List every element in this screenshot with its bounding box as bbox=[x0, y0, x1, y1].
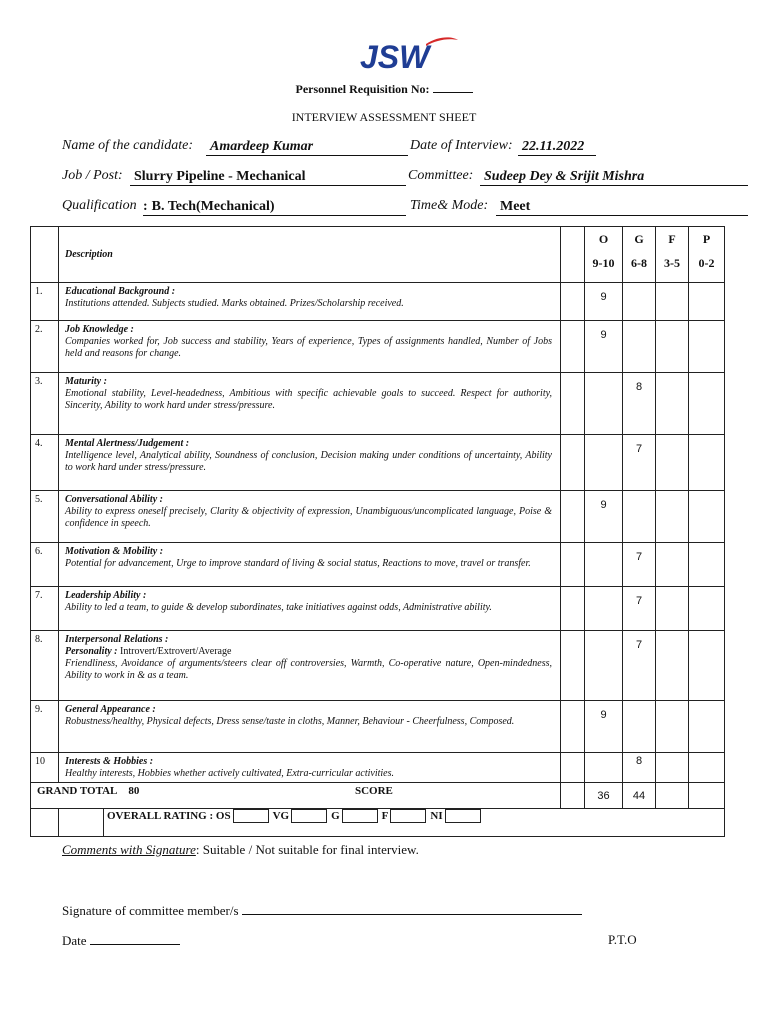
rating-option-f: F bbox=[381, 810, 389, 822]
row-score-f bbox=[656, 543, 689, 587]
rating-box-f[interactable] bbox=[390, 809, 426, 823]
rating-option-ni: NI bbox=[430, 810, 443, 822]
sheet-title: INTERVIEW ASSESSMENT SHEET bbox=[291, 110, 477, 124]
job-post-label: Job / Post: bbox=[62, 168, 123, 183]
row-title: Motivation & Mobility : bbox=[65, 546, 164, 557]
row-description-cell bbox=[59, 587, 561, 631]
job-post-value: Slurry Pipeline - Mechanical bbox=[130, 169, 406, 186]
time-mode-value: Meet bbox=[496, 199, 748, 216]
overall-sn-cell bbox=[31, 809, 59, 837]
score-label: SCORE bbox=[355, 785, 393, 797]
row-score-p bbox=[689, 631, 725, 701]
candidate-name-label: Name of the candidate: bbox=[62, 138, 194, 153]
row-title: Interpersonal Relations : bbox=[65, 634, 169, 645]
row-score-o: 9 bbox=[585, 321, 623, 373]
row-title: Mental Alertness/Judgement : bbox=[65, 438, 190, 449]
table-row bbox=[31, 321, 725, 373]
candidate-name-value: Amardeep Kumar bbox=[206, 139, 408, 156]
overall-rating bbox=[59, 809, 724, 823]
rating-box-g[interactable] bbox=[342, 809, 378, 823]
row-score-p bbox=[689, 283, 725, 321]
row-score-p bbox=[689, 435, 725, 491]
row-score-g: 7 bbox=[623, 543, 656, 587]
row-score-f bbox=[656, 491, 689, 543]
row-description: Ability to express oneself precisely, Clarity & objectivity of expression, Unambiguous/uncomplicated language, Poise & confidence in speech. bbox=[65, 506, 552, 529]
row-title: General Appearance : bbox=[65, 704, 156, 715]
row-description-cell bbox=[59, 283, 561, 321]
row-description-cell bbox=[59, 321, 561, 373]
table-header-row bbox=[31, 227, 725, 283]
row-title: Educational Background : bbox=[65, 286, 176, 297]
score-g: 44 bbox=[623, 783, 656, 809]
row-score-o bbox=[585, 753, 623, 783]
comments-label: Comments with Signature bbox=[62, 842, 196, 857]
row-blank-cell bbox=[561, 373, 585, 435]
row-score-f bbox=[656, 587, 689, 631]
committee-label: Committee: bbox=[408, 168, 474, 183]
time-mode-label: Time& Mode: bbox=[410, 198, 489, 213]
date-label: Date bbox=[62, 933, 87, 948]
overall-rating-cell bbox=[59, 809, 725, 837]
table-row bbox=[31, 543, 725, 587]
row-score-g bbox=[623, 491, 656, 543]
row-score-g bbox=[623, 701, 656, 753]
row-score-g bbox=[623, 283, 656, 321]
row-blank-cell bbox=[561, 491, 585, 543]
overall-rating-row bbox=[31, 809, 725, 837]
row-score-f bbox=[656, 283, 689, 321]
table-row bbox=[31, 373, 725, 435]
row-description: Friendliness, Avoidance of arguments/steers clear off controversies, Warmth, Co-operative nature, Open-mindedness, Ability to work in & as a team. bbox=[65, 658, 552, 681]
row-description-cell bbox=[59, 435, 561, 491]
row-blank-cell bbox=[561, 701, 585, 753]
requisition-line: Personnel Requisition No: bbox=[0, 82, 768, 97]
overall-rating-label: OVERALL RATING : bbox=[107, 810, 214, 822]
rating-box-os[interactable] bbox=[233, 809, 269, 823]
row-blank-cell bbox=[561, 631, 585, 701]
row-score-o bbox=[585, 587, 623, 631]
row-number: 2. bbox=[31, 321, 59, 373]
row-title: Leadership Ability : bbox=[65, 590, 147, 601]
row-title: Maturity : bbox=[65, 376, 107, 387]
logo-swoosh-icon bbox=[426, 37, 458, 46]
row-score-g: 8 bbox=[623, 753, 656, 783]
table-row bbox=[31, 587, 725, 631]
date-blank bbox=[90, 932, 180, 945]
row-score-g: 7 bbox=[623, 631, 656, 701]
rating-box-vg[interactable] bbox=[291, 809, 327, 823]
jsw-logo bbox=[356, 34, 460, 74]
row-score-f bbox=[656, 753, 689, 783]
qualification-label: Qualification bbox=[62, 198, 137, 213]
rating-option-g: G bbox=[331, 810, 340, 822]
row-description-cell bbox=[59, 373, 561, 435]
table-row bbox=[31, 753, 725, 783]
signature-line bbox=[62, 902, 582, 919]
row-title: Conversational Ability : bbox=[65, 494, 163, 505]
row-score-p bbox=[689, 321, 725, 373]
row-score-p bbox=[689, 753, 725, 783]
score-o: 36 bbox=[585, 783, 623, 809]
grand-total-cell: GRAND TOTAL 80 SCORE bbox=[31, 783, 561, 809]
row-description-cell bbox=[59, 631, 561, 701]
row-score-o: 9 bbox=[585, 491, 623, 543]
col-header-f: F 3-5 bbox=[656, 227, 689, 283]
row-score-p bbox=[689, 491, 725, 543]
row-blank-cell bbox=[561, 587, 585, 631]
svg-text:JSW: JSW bbox=[360, 39, 430, 74]
row-number: 10 bbox=[31, 753, 59, 783]
row-number: 4. bbox=[31, 435, 59, 491]
row-blank-cell bbox=[561, 321, 585, 373]
row-score-o bbox=[585, 373, 623, 435]
comments-text: : Suitable / Not suitable for final interview. bbox=[195, 842, 419, 857]
row-title: Job Knowledge : bbox=[65, 324, 134, 335]
row-blank-cell bbox=[561, 543, 585, 587]
row-score-o: 9 bbox=[585, 701, 623, 753]
row-description-cell bbox=[59, 753, 561, 783]
grand-total-row bbox=[31, 783, 725, 809]
row-subtitle: Personality : Introvert/Extrovert/Average bbox=[65, 646, 232, 657]
row-score-g bbox=[623, 321, 656, 373]
table-row bbox=[31, 491, 725, 543]
row-number: 3. bbox=[31, 373, 59, 435]
row-score-p bbox=[689, 373, 725, 435]
interview-date-label: Date of Interview: bbox=[410, 138, 513, 153]
row-description-cell bbox=[59, 701, 561, 753]
table-row bbox=[31, 701, 725, 753]
col-header-p: P 0-2 bbox=[689, 227, 725, 283]
row-score-p bbox=[689, 587, 725, 631]
row-score-p bbox=[689, 543, 725, 587]
row-number: 6. bbox=[31, 543, 59, 587]
comments-line bbox=[62, 842, 419, 858]
row-score-o bbox=[585, 631, 623, 701]
row-score-g: 7 bbox=[623, 435, 656, 491]
row-score-f bbox=[656, 373, 689, 435]
row-description: Robustness/healthy, Physical defects, Dress sense/taste in cloths, Manner, Behaviour - Cheerfulness, Composed. bbox=[65, 716, 515, 727]
row-blank-cell bbox=[561, 753, 585, 783]
row-score-g: 7 bbox=[623, 587, 656, 631]
row-score-o: 9 bbox=[585, 283, 623, 321]
row-description: Emotional stability, Level-headedness, Ambitious with specific achievable goals to succeed. Respect for authority, Sincerity, Ability to work hard under stress/pressure. bbox=[65, 388, 552, 411]
row-blank-cell bbox=[561, 283, 585, 321]
gt-blank-cell bbox=[561, 783, 585, 809]
row-score-f bbox=[656, 701, 689, 753]
pto-label: P.T.O bbox=[608, 932, 637, 947]
row-score-f bbox=[656, 435, 689, 491]
row-number: 9. bbox=[31, 701, 59, 753]
header-blank-cell bbox=[561, 227, 585, 283]
row-number: 8. bbox=[31, 631, 59, 701]
row-number: 5. bbox=[31, 491, 59, 543]
signature-label: Signature of committee member/s bbox=[62, 903, 239, 918]
row-score-f bbox=[656, 321, 689, 373]
row-score-p bbox=[689, 701, 725, 753]
row-description: Intelligence level, Analytical ability, Soundness of conclusion, Decision making under conditions of uncertainty, Ability to work hard under stress/pressure. bbox=[65, 450, 552, 473]
score-p bbox=[689, 783, 725, 809]
rating-option-os: OS bbox=[215, 810, 231, 822]
description-header: Description bbox=[59, 227, 561, 283]
row-description: Healthy interests, Hobbies whether actively cultivated, Extra-curricular activities. bbox=[65, 768, 394, 779]
row-title: Interests & Hobbies : bbox=[65, 756, 154, 767]
row-score-f bbox=[656, 631, 689, 701]
table-row bbox=[31, 435, 725, 491]
row-blank-cell bbox=[561, 435, 585, 491]
col-header-g: G 6-8 bbox=[623, 227, 656, 283]
requisition-blank bbox=[433, 82, 473, 93]
date-line bbox=[62, 932, 180, 949]
row-description-cell bbox=[59, 491, 561, 543]
interview-date-value: 22.11.2022 bbox=[518, 139, 596, 156]
rating-option-vg: VG bbox=[272, 810, 290, 822]
row-score-o bbox=[585, 435, 623, 491]
row-number: 7. bbox=[31, 587, 59, 631]
row-description-cell bbox=[59, 543, 561, 587]
row-description: Companies worked for, Job success and stability, Years of experience, Types of assignments handled, Number of Jobs held and reasons for change. bbox=[65, 336, 552, 359]
rating-box-ni[interactable] bbox=[445, 809, 481, 823]
row-description: Institutions attended. Subjects studied. Marks obtained. Prizes/Scholarship received. bbox=[65, 298, 404, 309]
assessment-table bbox=[30, 226, 725, 837]
row-number: 1. bbox=[31, 283, 59, 321]
qualification-value: : B. Tech(Mechanical) bbox=[143, 199, 406, 216]
header-sn-cell bbox=[31, 227, 59, 283]
signature-blank bbox=[242, 902, 582, 915]
col-header-o: O 9-10 bbox=[585, 227, 623, 283]
row-description: Ability to led a team, to guide & develop subordinates, take initiatives against odds, Administrative ability. bbox=[65, 602, 492, 613]
score-f bbox=[656, 783, 689, 809]
committee-value: Sudeep Dey & Srijit Mishra bbox=[480, 169, 748, 186]
table-row bbox=[31, 283, 725, 321]
row-score-o bbox=[585, 543, 623, 587]
row-score-g: 8 bbox=[623, 373, 656, 435]
table-row bbox=[31, 631, 725, 701]
row-description: Potential for advancement, Urge to improve standard of living & social status, Reactions to move, travel or transfer. bbox=[65, 558, 531, 569]
